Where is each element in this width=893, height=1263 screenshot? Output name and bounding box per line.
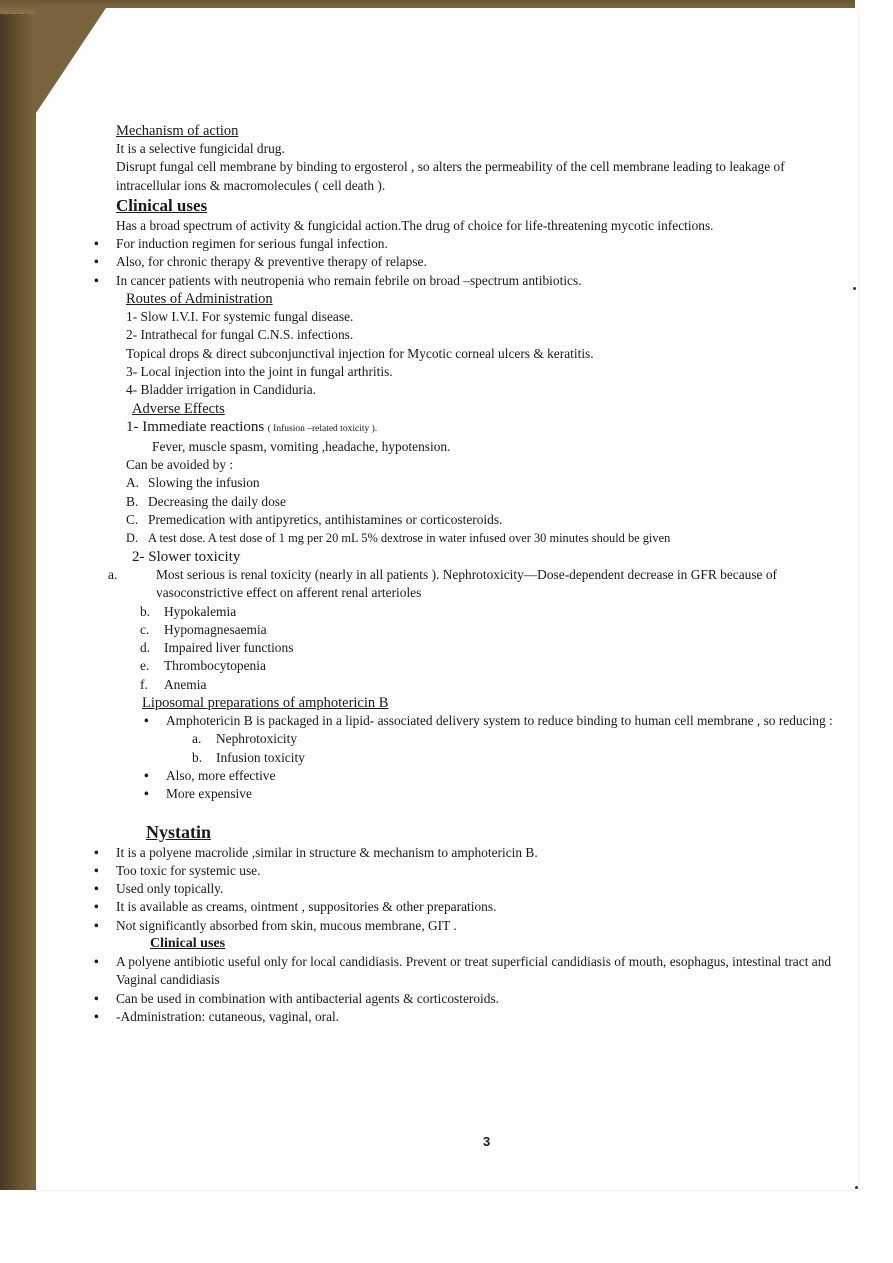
immediate-reactions: [116, 418, 836, 438]
item-text: Hypokalemia: [164, 603, 237, 619]
list-item: • Also, more effective: [166, 767, 836, 785]
avoid-item: [116, 493, 836, 511]
avoid-item: [116, 474, 836, 492]
slower-item: [116, 639, 836, 657]
mechanism-line-2: Disrupt fungal cell membrane by binding to ergosterol , so alters the permeability of the cell membrane leading to leakage of intracellular ions & macromolecules ( cell death ).: [116, 159, 785, 193]
adverse-effects-heading: Adverse Effects: [132, 400, 225, 417]
clinical-uses-heading: Clinical uses: [116, 195, 208, 215]
item-text: A test dose. A test dose of 1 mg per 20 mL 5% dextrose in water infused over 30 minutes should be given: [148, 531, 671, 546]
scan-background-left: [0, 0, 36, 1190]
item-text: Most serious is renal toxicity (nearly in all patients ). Nephrotoxicity—Dose-dependent decrease in GFR because of vasoconstrictive effect on afferent renal arterioles: [156, 566, 778, 601]
liposomal-sub-item: [116, 749, 836, 767]
section-gap: [116, 804, 836, 820]
liposomal-list: [116, 712, 836, 730]
slower-item: [116, 676, 836, 694]
routes-heading: Routes of Administration: [126, 291, 273, 308]
route-item: Topical drops & direct subconjunctival injection for Mycotic corneal ulcers & keratitis.: [126, 345, 594, 361]
slower-item: [116, 621, 836, 639]
slower-toxicity-title: 2- Slower toxicity: [132, 548, 241, 565]
item-letter: d.: [140, 640, 151, 656]
item-letter: a.: [108, 566, 118, 582]
nystatin-heading: Nystatin: [146, 821, 212, 842]
item-text: Infusion toxicity: [216, 749, 305, 765]
list-item: • Too toxic for systemic use.: [116, 862, 836, 880]
item-letter: c.: [140, 621, 150, 637]
scan-speck: [853, 287, 856, 290]
immediate-symptoms: Fever, muscle spasm, vomiting ,headache, hypotension.: [152, 438, 451, 454]
avoid-title: Can be avoided by :: [126, 457, 234, 473]
immediate-reactions-title: 1- Immediate reactions: [126, 418, 265, 435]
liposomal-heading: Liposomal preparations of amphotericin B: [142, 695, 389, 712]
list-item: • Can be used in combination with antibacterial agents & corticosteroids.: [116, 990, 836, 1008]
item-text: Thrombocytopenia: [164, 658, 266, 674]
liposomal-list-2: [116, 767, 836, 804]
nystatin-list: [116, 844, 836, 935]
item-letter: a.: [192, 731, 202, 747]
clinical-uses-list: [116, 235, 836, 290]
list-item: • Also, for chronic therapy & preventive therapy of relapse.: [116, 253, 836, 271]
item-text: Slowing the infusion: [148, 475, 260, 491]
mechanism-line-1: It is a selective fungicidal drug.: [116, 141, 285, 156]
item-text: Anemia: [164, 676, 207, 692]
item-text: Impaired liver functions: [164, 640, 294, 656]
folded-corner-shadow: [36, 8, 106, 113]
item-letter: b.: [192, 749, 203, 765]
list-item: • Not significantly absorbed from skin, mucous membrane, GIT .: [116, 917, 836, 935]
avoid-item: [116, 529, 836, 547]
item-text: Nephrotoxicity: [216, 731, 298, 747]
item-letter: D.: [126, 531, 139, 546]
list-item: • It is a polyene macrolide ,similar in structure & mechanism to amphotericin B.: [116, 844, 836, 862]
item-text: Premedication with antipyretics, antihistamines or corticosteroids.: [148, 512, 503, 528]
list-item: • -Administration: cutaneous, vaginal, oral.: [116, 1008, 836, 1026]
list-item: • In cancer patients with neutropenia who remain febrile on broad –spectrum antibiotics.: [116, 272, 836, 290]
item-letter: A.: [126, 475, 140, 491]
list-item: • For induction regimen for serious fungal infection.: [116, 235, 836, 253]
list-item: • Used only topically.: [116, 880, 836, 898]
page-number: 3: [483, 1134, 491, 1149]
route-item: 1- Slow I.V.I. For systemic fungal disease.: [126, 309, 354, 325]
slower-item: [116, 657, 836, 675]
nystatin-clinical-heading: Clinical uses: [150, 935, 226, 951]
item-text: Hypomagnesaemia: [164, 621, 267, 637]
route-item: 4- Bladder irrigation in Candiduria.: [126, 382, 317, 398]
route-item: 2- Intrathecal for fungal C.N.S. infections.: [126, 327, 354, 343]
item-letter: b.: [140, 603, 151, 619]
nystatin-clinical-list: [116, 953, 836, 1026]
scan-speck: [855, 1186, 858, 1189]
list-item: • Amphotericin B is packaged in a lipid- associated delivery system to reduce binding to human cell membrane , so reducing :: [166, 712, 836, 730]
route-item: 3- Local injection into the joint in fungal arthritis.: [126, 363, 393, 379]
list-item: • A polyene antibiotic useful only for local candidiasis. Prevent or treat superficial candidiasis of mouth, esophagus, intestinal tract and Vaginal candidiasis: [116, 953, 836, 990]
liposomal-sub-item: [116, 730, 836, 748]
page-content: [108, 122, 836, 1026]
item-letter: e.: [140, 658, 150, 674]
document-page: [36, 8, 858, 1190]
slower-item: [108, 566, 836, 603]
item-letter: B.: [126, 493, 139, 509]
list-item: • It is available as creams, ointment , suppositories & other preparations.: [116, 898, 836, 916]
list-item: • More expensive: [166, 785, 836, 803]
mechanism-heading: Mechanism of action: [116, 123, 239, 139]
item-letter: C.: [126, 512, 139, 528]
avoid-item: [116, 511, 836, 529]
immediate-reactions-note: ( Infusion –related toxicity ).: [267, 423, 378, 434]
slower-item: [116, 603, 836, 621]
item-letter: f.: [140, 676, 148, 692]
scan-background-right: [855, 0, 893, 1263]
clinical-uses-intro: Has a broad spectrum of activity & fungicidal action.The drug of choice for life-threatening mycotic infections.: [116, 217, 714, 233]
item-text: Decreasing the daily dose: [148, 493, 286, 509]
